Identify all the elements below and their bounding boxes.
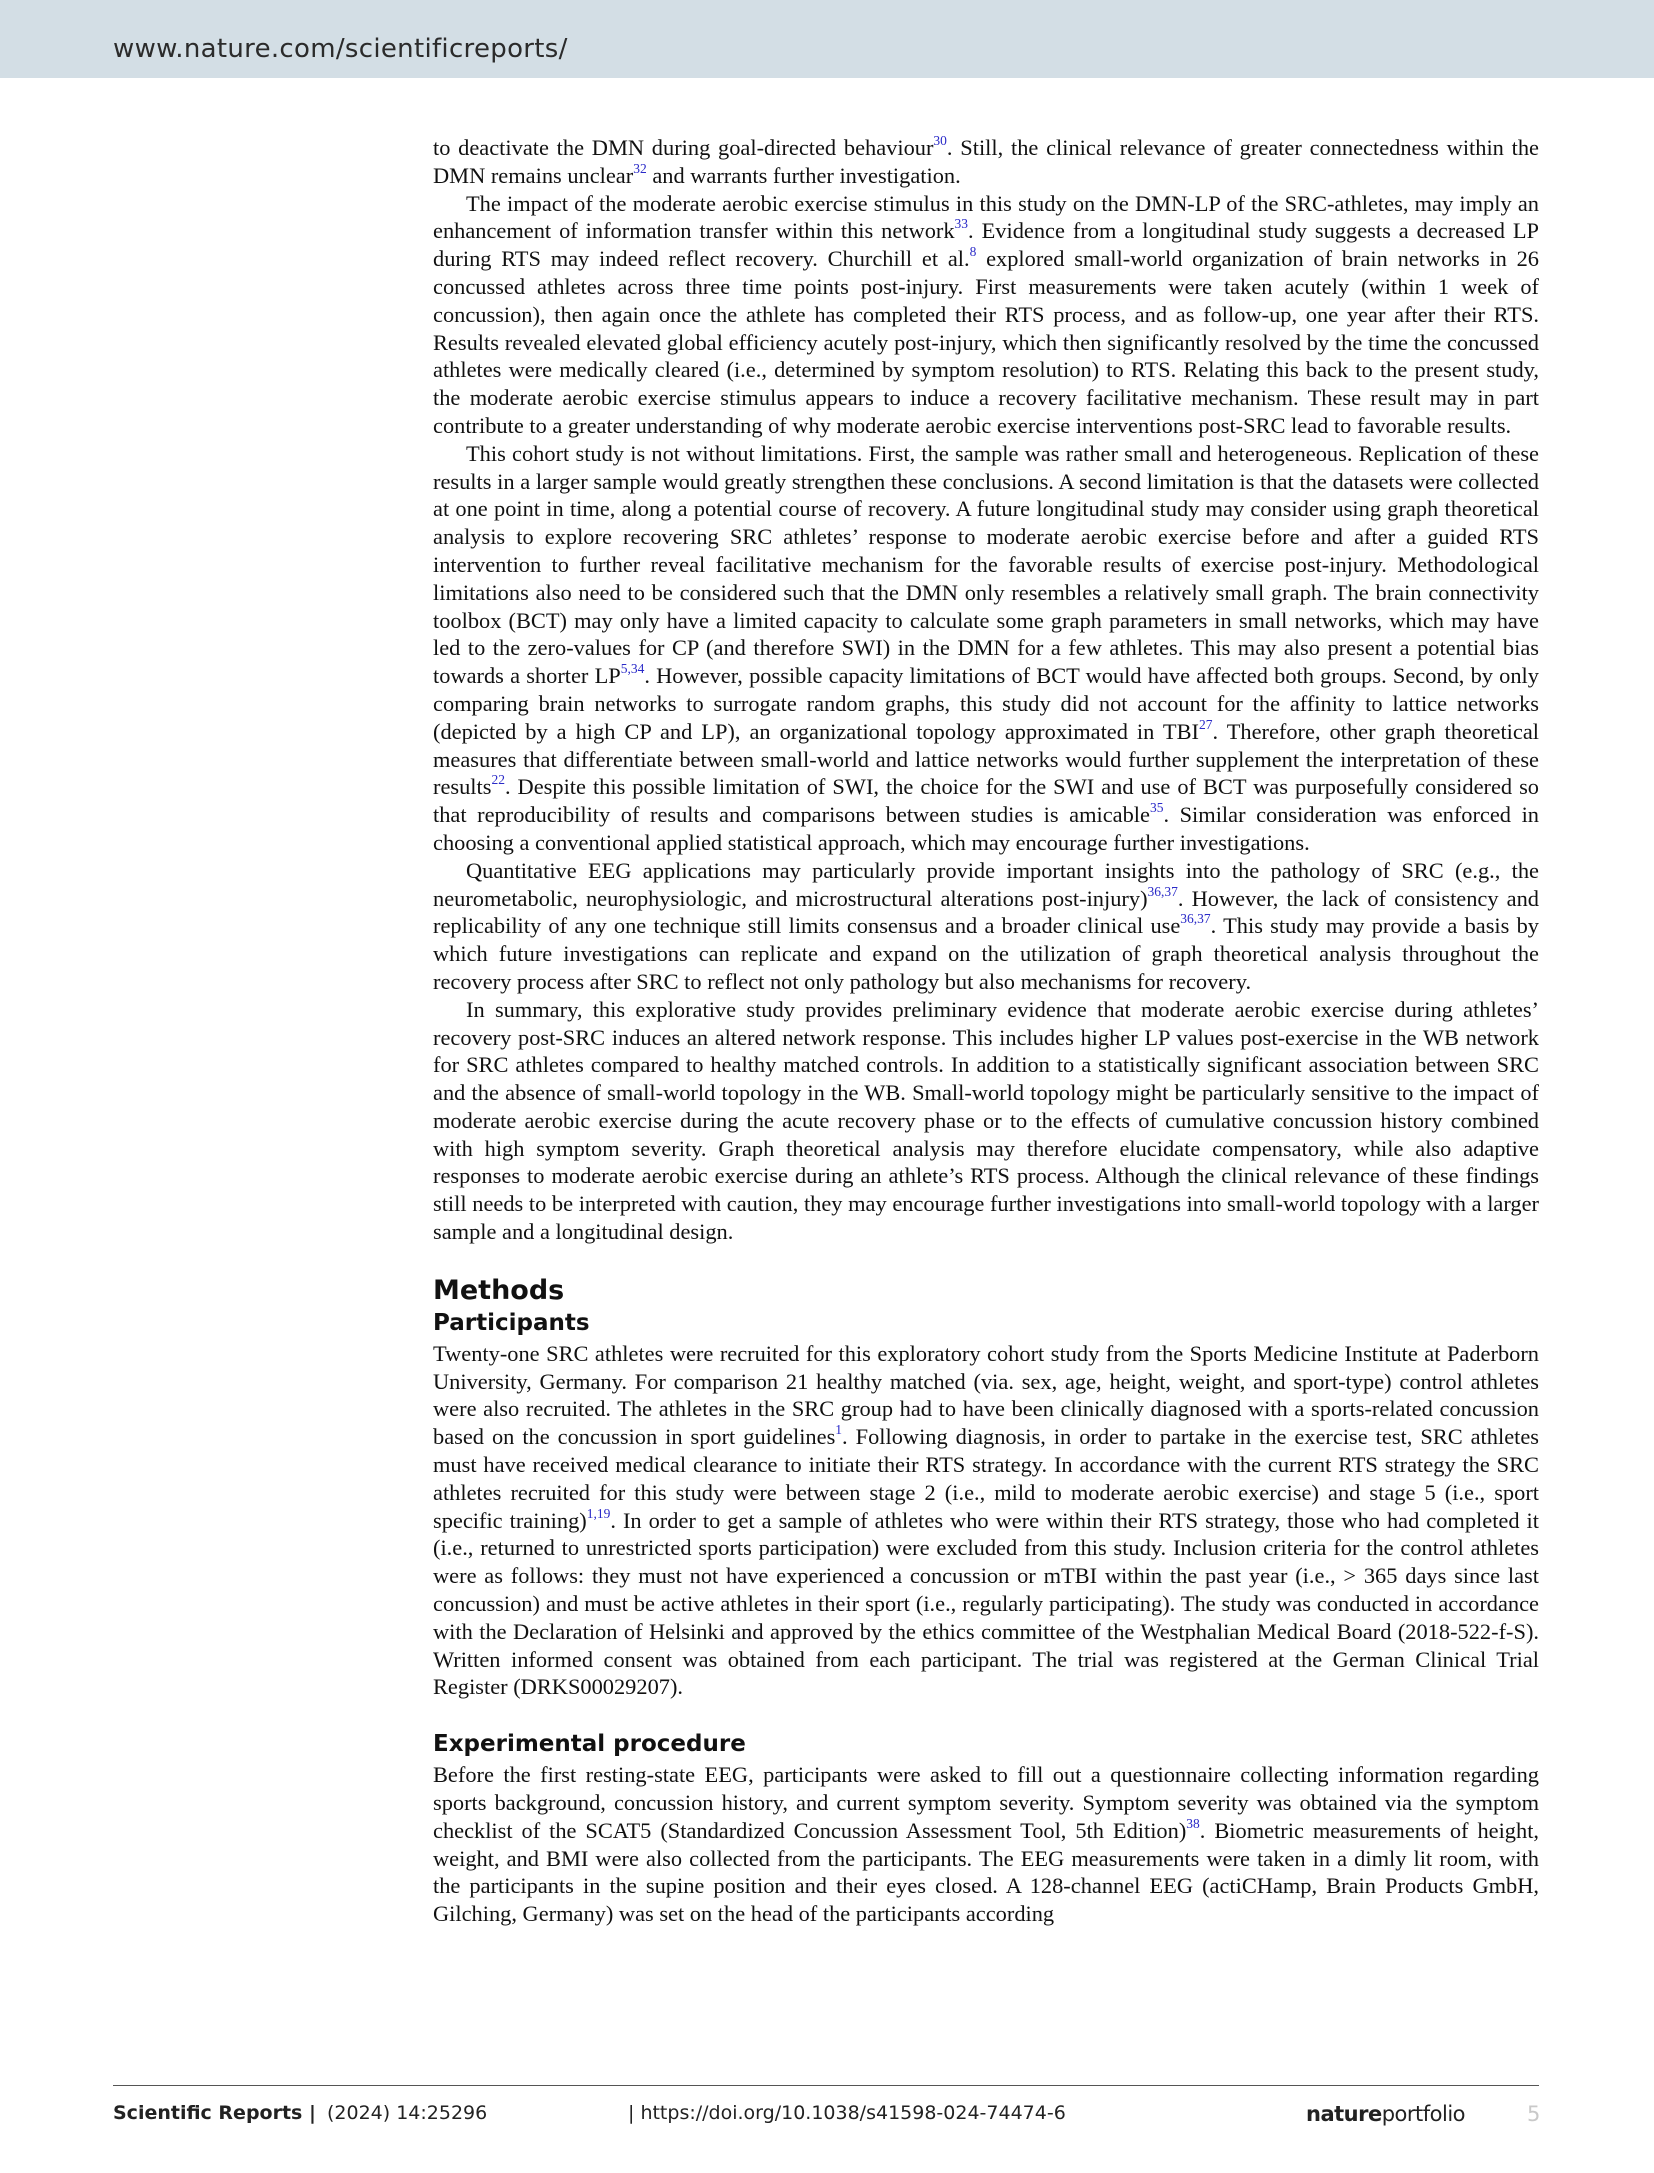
paragraph: Quantitative EEG applications may particularly provide important insights into the pathology of SRC (e.g., the neurometabolic, neurophysiologic, and microstructural alterations post-injury)$^{36,37}$. However, the lack of consistency and replicability of any one technique still limits consensus and a broader clinical use$^{36,37}$. This study may provide a basis by which future investigations can replicate and expand on the utilization of graph theoretical analysis throughout the recovery process after SRC to reflect not only pathology but also mechanisms for recovery. (433, 857, 1539, 994)
citation-link[interactable]: 35 (1149, 800, 1164, 816)
logo-nature: nature (1306, 2102, 1382, 2126)
citation-link[interactable]: 22 (491, 772, 505, 788)
citation-link[interactable]: 1 (835, 1422, 843, 1438)
paragraph: to deactivate the DMN during goal-directed behaviour$^{30}$. Still, the clinical relevance of greater connectedness within the DMN remains unclear$^{32}$ and warrants further investigation. (433, 133, 1539, 188)
article-body (433, 134, 1539, 1928)
paragraph: In summary, this explorative study provides preliminary evidence that moderate aerobic exercise during athletes’ recovery post-SRC induces an altered network response. This includes higher LP values post-exercise in the WB network for SRC athletes compared to healthy matched controls. In addition to a statistically significant association between SRC and the absence of small-world topology in the WB. Small-world topology might be particularly sensitive to the impact of moderate aerobic exercise during the acute recovery phase or to the effects of cumulative concussion history combined with high symptom severity. Graph theoretical analysis may therefore elucidate compensatory, while also adaptive responses to moderate aerobic exercise during an athlete’s RTS process. Although the clinical relevance of these findings still needs to be interpreted with caution, they may encourage further investigations into small-world topology with a larger sample and a longitudinal design. (433, 996, 1539, 1245)
citation-link[interactable]: 33 (954, 216, 969, 232)
header-bar (0, 0, 1654, 78)
site-url[interactable]: www.nature.com/scientificreports/ (113, 34, 568, 64)
citation-link[interactable]: 38 (1186, 1815, 1200, 1831)
citation-link[interactable]: 36,37 (1180, 911, 1211, 927)
citation-link[interactable]: 36,37 (1147, 883, 1178, 899)
footer-doi-link[interactable]: | https://doi.org/10.1038/s41598-024-74474-6 (628, 2102, 1066, 2124)
footer-divider (113, 2085, 1539, 2086)
footer-journal: Scientific Reports | (113, 2102, 316, 2124)
logo-portfolio: portfolio (1381, 2102, 1466, 2126)
subsection-heading-procedure: Experimental procedure (433, 1731, 746, 1758)
citation-link[interactable]: 1,19 (586, 1505, 611, 1521)
paragraph: Twenty-one SRC athletes were recruited for this exploratory cohort study from the Sports Medicine Institute at Paderborn University, Germany. For comparison 21 healthy matched (via. sex, age, height, weight, and sport-type) control athletes were also recruited. The athletes in the SRC group had to have been clinically diagnosed with a sports-related concussion based on the concussion in sport guidelines$^1$. Following diagnosis, in order to partake in the exercise test, SRC athletes must have received medical clearance to initiate their RTS strategy. In accordance with the current RTS strategy the SRC athletes recruited for this study were between stage 2 (i.e., mild to moderate aerobic exercise) and stage 5 (i.e., sport specific training)$^{1,19}$. In order to get a sample of athletes who were within their RTS strategy, those who had completed it (i.e., returned to unrestricted sports participation) were excluded from this study. Inclusion criteria for the control athletes were as follows: they must not have experienced a concussion or mTBI within the past year (i.e., > 365 days since last concussion) and must be active athletes in their sport (i.e., regularly participating). The study was conducted in accordance with the Declaration of Helsinki and approved by the ethics committee of the Westphalian Medical Board (2018-522-f-S). Written informed consent was obtained from each participant. The trial was registered at the German Clinical Trial Register (DRKS00029207). (433, 1340, 1540, 1700)
paragraph: This cohort study is not without limitations. First, the sample was rather small and heterogeneous. Replication of these results in a larger sample would greatly strengthen these conclusions. A second limitation is that the datasets were collected at one point in time, along a potential course of recovery. A future longitudinal study may consider using graph theoretical analysis to explore recovering SRC athletes’ response to moderate aerobic exercise before and after a guided RTS intervention to further reveal facilitative mechanism for the favorable results of exercise post-injury. Methodological limitations also need to be considered such that the DMN only resembles a relatively small graph. The brain connectivity toolbox (BCT) may only have a limited capacity to calculate some graph parameters in small networks, which may have led to the zero-values for CP (and therefore SWI) in the DMN for a few athletes. This may also present a potential bias towards a shorter LP$^{5,34}$. However, possible capacity limitations of BCT would have affected both groups. Second, by only comparing brain networks to surrogate random graphs, this study did not account for the affinity to lattice networks (depicted by a high CP and LP), an organizational topology approximated in TBI$^{27}$. Therefore, other graph theoretical measures that differentiate between small-world and lattice networks would further supplement the interpretation of these results$^{22}$. Despite this possible limitation of SWI, the choice for the SWI and use of BCT was purposefully considered so that reproducibility of results and comparisons between studies is amicable$^{35}$. Similar consideration was enforced in choosing a conventional applied statistical approach, which may encourage further investigations. (433, 440, 1539, 855)
citation-link[interactable]: 32 (633, 160, 647, 176)
section-heading-methods: Methods (433, 1274, 565, 1306)
citation-link[interactable]: 5,34 (620, 661, 645, 677)
paragraph: The impact of the moderate aerobic exercise stimulus in this study on the DMN-LP of the SRC-athletes, may imply an enhancement of information transfer within this network$^{33}$. Evidence from a longitudinal study suggests a decreased LP during RTS may indeed reflect recovery. Churchill et al.$^8$ explored small-world organization of brain networks in 26 concussed athletes across three time points post-injury. First measurements were taken acutely (within 1 week of concussion), then again once the athlete has completed their RTS process, and as follow-up, one year after their RTS. Results revealed elevated global efficiency acutely post-injury, which then significantly resolved by the time the concussed athletes were medically cleared (i.e., determined by symptom resolution) to RTS. Relating this back to the present study, the moderate aerobic exercise stimulus appears to induce a recovery facilitative mechanism. These result may in part contribute to a greater understanding of why moderate aerobic exercise interventions post-SRC lead to favorable results. (433, 190, 1539, 438)
citation-link[interactable]: 30 (933, 133, 947, 148)
paragraph: Before the first resting-state EEG, participants were asked to fill out a questionnaire collecting information regarding sports background, concussion history, and current symptom severity. Symptom severity was obtained via the symptom checklist of the SCAT5 (Standardized Concussion Assessment Tool, 5th Edition)$^{38}$. Biometric measurements of height, weight, and BMI were also collected from the participants. The EEG measurements were taken in a dimly lit room, with the participants in the supine position and their eyes closed. A 128-channel EEG (actiCHamp, Brain Products GmbH, Gilching, Germany) was set on the head of the participants according (433, 1762, 1540, 1927)
subsection-heading-participants: Participants (433, 1309, 590, 1336)
citation-link[interactable]: 8 (969, 244, 977, 260)
page-number: 5 (1527, 2102, 1541, 2126)
citation-link[interactable]: 27 (1199, 716, 1213, 732)
footer-volume: (2024) 14:25296 (327, 2102, 488, 2124)
nature-portfolio-logo (1306, 2102, 1465, 2126)
